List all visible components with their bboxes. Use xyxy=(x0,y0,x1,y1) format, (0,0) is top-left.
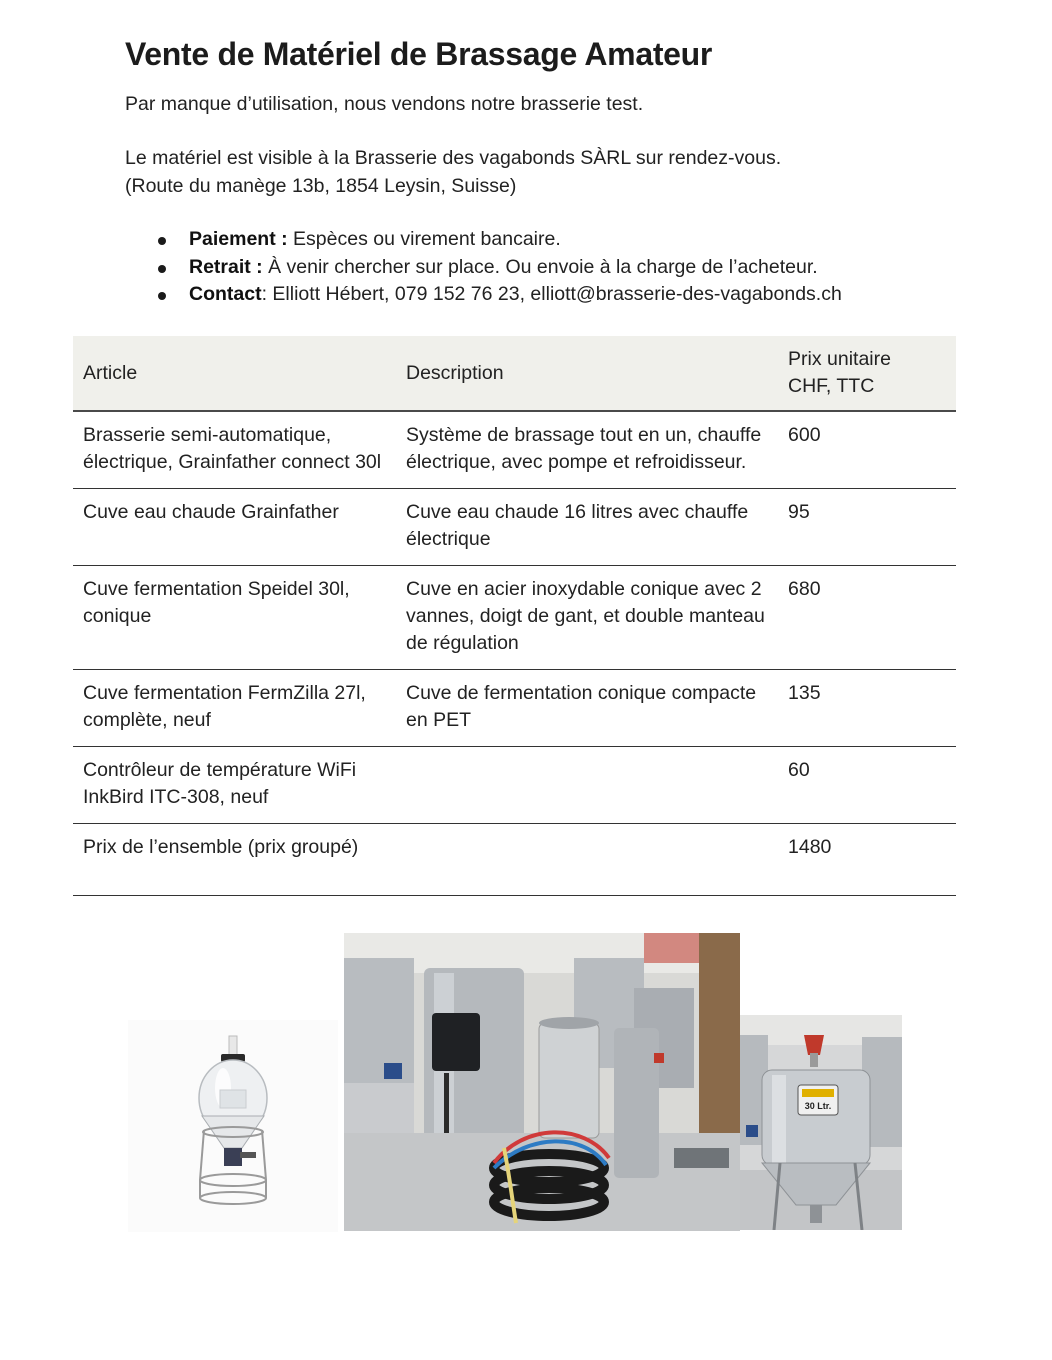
grainfather-photo xyxy=(344,933,740,1231)
cell-price: 680 xyxy=(778,566,956,670)
speidel-capacity-label: 30 Ltr. xyxy=(804,1101,832,1111)
cell-article: Cuve fermentation Speidel 30l, conique xyxy=(73,566,396,670)
cell-description xyxy=(396,824,778,896)
cell-description: Cuve en acier inoxydable conique avec 2 vannes, doigt de gant, et double manteau de régulation xyxy=(396,566,778,670)
cell-article: Cuve eau chaude Grainfather xyxy=(73,489,396,566)
fermzilla-photo xyxy=(128,1020,338,1232)
table-row xyxy=(73,566,956,670)
cell-price: 135 xyxy=(778,670,956,747)
cell-article: Prix de l’ensemble (prix groupé) xyxy=(73,824,396,896)
header-description: Description xyxy=(396,336,778,411)
table-header-row xyxy=(73,336,956,411)
cell-description xyxy=(396,747,778,824)
contact-text: : Elliott Hébert, 079 152 76 23, elliott@brasserie-des-vagabonds.ch xyxy=(261,283,842,305)
header-price xyxy=(778,336,956,411)
pickup-text: À venir chercher sur place. Ou envoie à la charge de l’acheteur. xyxy=(262,255,818,278)
intro-paragraph: Par manque d’utilisation, nous vendons notre brasserie test. xyxy=(125,93,644,115)
table-row xyxy=(73,489,956,566)
table-row xyxy=(73,670,956,747)
table-row xyxy=(73,411,956,489)
cell-price: 600 xyxy=(778,411,956,489)
pickup-item xyxy=(125,254,842,282)
speidel-photo xyxy=(740,1015,902,1230)
cell-description: Système de brassage tout en un, chauffe électrique, avec pompe et refroidisseur. xyxy=(396,411,778,489)
cell-article: Brasserie semi-automatique, électrique, Grainfather connect 30l xyxy=(73,411,396,489)
cell-price: 95 xyxy=(778,489,956,566)
contact-label: Contact xyxy=(189,283,262,305)
contact-item xyxy=(125,281,842,309)
info-list xyxy=(125,226,842,309)
cell-price: 60 xyxy=(778,747,956,824)
visit-info: Le matériel est visible à la Brasserie des vagabonds SÀRL sur rendez-vous. xyxy=(125,147,782,169)
page-title: Vente de Matériel de Brassage Amateur xyxy=(125,36,713,72)
header-price-text: Prix unitaire CHF, TTC xyxy=(788,348,891,397)
header-article: Article xyxy=(73,336,396,411)
cell-article: Cuve fermentation FermZilla 27l, complète, neuf xyxy=(73,670,396,747)
payment-text: Espèces ou virement bancaire. xyxy=(287,228,561,250)
cell-description: Cuve eau chaude 16 litres avec chauffe électrique xyxy=(396,489,778,566)
cell-price: 1480 xyxy=(778,824,956,896)
cell-article: Contrôleur de température WiFi InkBird ITC-308, neuf xyxy=(73,747,396,824)
items-table xyxy=(73,336,956,896)
pickup-label: Retrait : xyxy=(189,255,263,278)
table-row-total xyxy=(73,824,956,896)
payment-item xyxy=(125,226,842,254)
payment-label: Paiement : xyxy=(189,228,288,250)
table-row xyxy=(73,747,956,824)
address-info: (Route du manège 13b, 1854 Leysin, Suisse) xyxy=(125,175,517,197)
cell-description: Cuve de fermentation conique compacte en PET xyxy=(396,670,778,747)
